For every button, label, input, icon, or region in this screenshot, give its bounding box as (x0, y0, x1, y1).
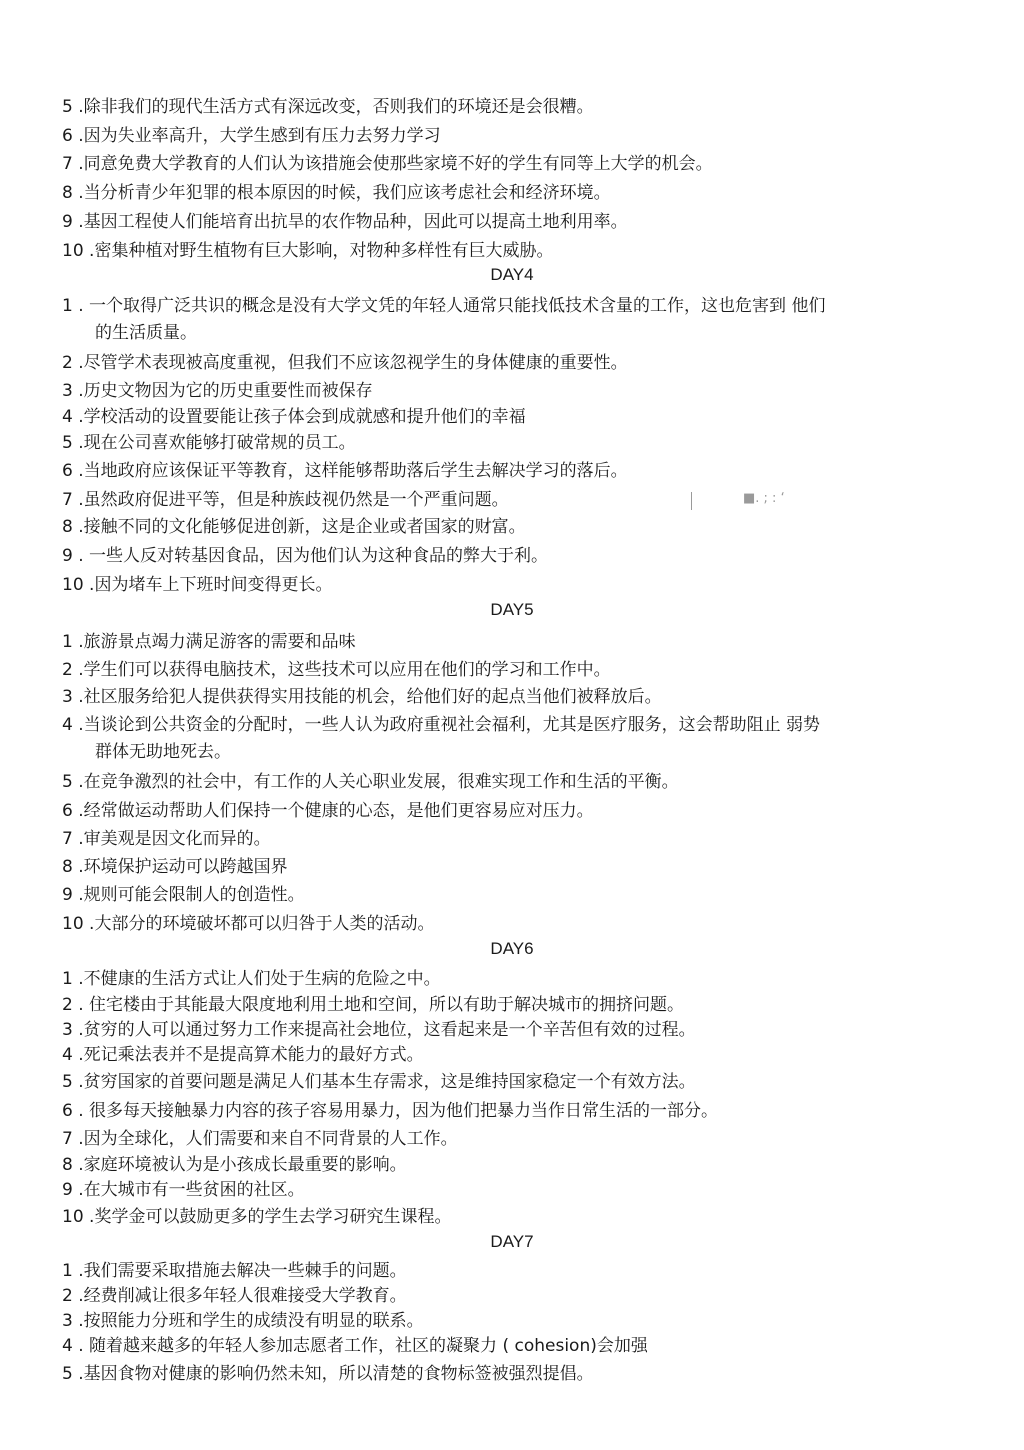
item-text: .在大城市有一些贫困的社区。 (78, 1180, 305, 1200)
item-number: 5 (62, 97, 73, 117)
list-item (62, 125, 942, 147)
item-number: 1 (62, 296, 73, 316)
section-heading-day5: DAY5 (490, 600, 534, 619)
item-number: 9 (62, 1180, 73, 1200)
item-text: . 住宅楼由于其能最大限度地利用土地和空间，所以有助于解决城市的拥挤问题。 (78, 995, 685, 1015)
item-text: .贫穷的人可以通过努力工作来提高社会地位，这看起来是一个辛苦但有效的过程。 (78, 1020, 696, 1040)
item-text: . 一个取得广泛共识的概念是没有大学文凭的年轻人通常只能找低技术含量的工作，这也危害到 他们 (78, 296, 826, 316)
list-item (62, 856, 942, 878)
item-number: 8 (62, 517, 73, 537)
item-number: 1 (62, 632, 73, 652)
item-text: .死记乘法表并不是提高算术能力的最好方式。 (78, 1045, 424, 1065)
item-number: 3 (62, 381, 73, 401)
item-text: .社区服务给犯人提供获得实用技能的机会，给他们好的起点当他们被释放后。 (78, 687, 662, 707)
item-text: .大部分的环境破坏都可以归咎于人类的活动。 (89, 914, 435, 934)
item-text: .当分析青少年犯罪的根本原因的时候，我们应该考虑社会和经济环境。 (78, 183, 611, 203)
list-item (62, 182, 942, 204)
item-text: .在竞争激烈的社会中，有工作的人关心职业发展，很难实现工作和生活的平衡。 (78, 772, 679, 792)
item-number: 10 (62, 575, 84, 595)
item-number: 1 (62, 1261, 73, 1281)
item-text: .我们需要采取措施去解决一些棘手的问题。 (78, 1261, 407, 1281)
list-item (62, 432, 942, 454)
item-text: .接触不同的文化能够促进创新，这是企业或者国家的财富。 (78, 517, 526, 537)
item-number: 7 (62, 829, 73, 849)
list-item (62, 714, 942, 736)
list-item (62, 545, 942, 567)
item-number: 2 (62, 660, 73, 680)
list-item (62, 631, 942, 653)
item-number: 2 (62, 1286, 73, 1306)
item-text: .同意免费大学教育的人们认为该措施会使那些家境不好的学生有同等上大学的机会。 (78, 154, 713, 174)
list-item (62, 1285, 942, 1307)
list-item (62, 516, 942, 538)
item-number: 10 (62, 241, 84, 261)
item-text: .奖学金可以鼓励更多的学生去学习研究生课程。 (89, 1207, 452, 1227)
list-item (62, 884, 942, 906)
section-heading-day6: DAY6 (490, 939, 534, 958)
list-item (62, 352, 942, 374)
item-text: . 随着越来越多的年轻人参加志愿者工作，社区的凝聚力 ( cohesion)会加强 (78, 1336, 648, 1356)
item-number: 3 (62, 1020, 73, 1040)
list-item (62, 800, 942, 822)
item-number: 8 (62, 857, 73, 877)
list-item (62, 96, 942, 118)
item-text: .当谈论到公共资金的分配时，一些人认为政府重视社会福利，尤其是医疗服务，这会帮助阻止 弱势 (78, 715, 821, 735)
list-item (62, 380, 942, 402)
item-number: 6 (62, 461, 73, 481)
item-number: 3 (62, 687, 73, 707)
list-item (62, 1335, 942, 1357)
item-text: . 很多每天接触暴力内容的孩子容易用暴力，因为他们把暴力当作日常生活的一部分。 (78, 1101, 719, 1121)
item-number: 4 (62, 715, 73, 735)
item-text-continuation: 的生活质量。 (95, 323, 197, 343)
item-number: 5 (62, 1364, 73, 1384)
list-item (62, 460, 942, 482)
list-item (62, 489, 942, 511)
item-number: 8 (62, 183, 73, 203)
item-text: .当地政府应该保证平等教育，这样能够帮助落后学生去解决学习的落后。 (78, 461, 628, 481)
list-item (62, 1071, 942, 1093)
item-text: .因为堵车上下班时间变得更长。 (89, 575, 333, 595)
item-number: 5 (62, 433, 73, 453)
item-number: 2 (62, 353, 73, 373)
item-text: .审美观是因文化而异的。 (78, 829, 271, 849)
item-number: 7 (62, 1129, 73, 1149)
item-text: .因为失业率高升，大学生感到有压力去努力学习 (78, 126, 441, 146)
item-text: .按照能力分班和学生的成绩没有明显的联系。 (78, 1311, 424, 1331)
item-number: 10 (62, 914, 84, 934)
list-item (62, 295, 942, 317)
item-number: 1 (62, 969, 73, 989)
item-number: 6 (62, 801, 73, 821)
item-text: .基因食物对健康的影响仍然未知，所以清楚的食物标签被强烈提倡。 (78, 1364, 594, 1384)
item-number: 2 (62, 995, 73, 1015)
item-number: 10 (62, 1207, 84, 1227)
item-number: 6 (62, 126, 73, 146)
item-number: 4 (62, 1045, 73, 1065)
item-text: .学校活动的设置要能让孩子体会到成就感和提升他们的幸福 (78, 407, 526, 427)
list-item (62, 1019, 942, 1041)
list-item (62, 153, 942, 175)
item-text: . 一些人反对转基因食品，因为他们认为这种食品的弊大于利。 (78, 546, 549, 566)
list-item (62, 1363, 942, 1385)
item-text: .虽然政府促进平等，但是种族歧视仍然是一个严重问题。 (78, 490, 509, 510)
list-item (62, 994, 942, 1016)
item-text: .因为全球化，人们需要和来自不同背景的人工作。 (78, 1129, 458, 1149)
list-item (62, 1128, 942, 1150)
list-item (62, 211, 942, 233)
item-text: .尽管学术表现被高度重视，但我们不应该忽视学生的身体健康的重要性。 (78, 353, 628, 373)
item-text: .经费削减让很多年轻人很难接受大学教育。 (78, 1286, 407, 1306)
item-text: .学生们可以获得电脑技术，这些技术可以应用在他们的学习和工作中。 (78, 660, 611, 680)
item-number: 4 (62, 407, 73, 427)
item-text: .贫穷国家的首要问题是满足人们基本生存需求，这是维持国家稳定一个有效方法。 (78, 1072, 696, 1092)
item-text: .家庭环境被认为是小孩成长最重要的影响。 (78, 1155, 407, 1175)
item-number: 5 (62, 1072, 73, 1092)
item-text: .密集种植对野生植物有巨大影响，对物种多样性有巨大威胁。 (89, 241, 554, 261)
scan-artifact-bar (691, 492, 692, 510)
list-item (62, 771, 942, 793)
list-item (62, 659, 942, 681)
item-text: .经常做运动帮助人们保持一个健康的心态，是他们更容易应对压力。 (78, 801, 594, 821)
item-text: .除非我们的现代生活方式有深远改变，否则我们的环境还是会很糟。 (78, 97, 594, 117)
list-item (62, 1100, 942, 1122)
list-item (62, 968, 942, 990)
section-heading-day7: DAY7 (490, 1232, 534, 1251)
item-number: 9 (62, 885, 73, 905)
list-item (62, 1179, 942, 1201)
list-item (62, 240, 942, 262)
list-item (62, 1260, 942, 1282)
item-number: 5 (62, 772, 73, 792)
list-item (62, 686, 942, 708)
item-text: .现在公司喜欢能够打破常规的员工。 (78, 433, 356, 453)
list-item (62, 828, 942, 850)
item-number: 7 (62, 154, 73, 174)
item-text-continuation: 群体无助地死去。 (95, 742, 231, 762)
item-text: .历史文物因为它的历史重要性而被保存 (78, 381, 373, 401)
list-item (62, 1044, 942, 1066)
item-text: .旅游景点竭力满足游客的需要和品味 (78, 632, 356, 652)
item-text: .环境保护运动可以跨越国界 (78, 857, 288, 877)
item-number: 9 (62, 212, 73, 232)
list-item (62, 406, 942, 428)
item-text: .规则可能会限制人的创造性。 (78, 885, 305, 905)
item-number: 3 (62, 1311, 73, 1331)
item-text: .不健康的生活方式让人们处于生病的危险之中。 (78, 969, 441, 989)
list-item (62, 1206, 942, 1228)
list-item (62, 913, 942, 935)
item-number: 8 (62, 1155, 73, 1175)
item-number: 6 (62, 1101, 73, 1121)
item-number: 7 (62, 490, 73, 510)
item-number: 4 (62, 1336, 73, 1356)
item-number: 9 (62, 546, 73, 566)
list-item (62, 1154, 942, 1176)
list-item (62, 574, 942, 596)
section-heading-day4: DAY4 (490, 265, 534, 284)
list-item (62, 1310, 942, 1332)
item-text: .基因工程使人们能培育出抗旱的农作物品种，因此可以提高土地利用率。 (78, 212, 628, 232)
scan-artifact-text: ■. ; : ‘ (743, 491, 785, 506)
